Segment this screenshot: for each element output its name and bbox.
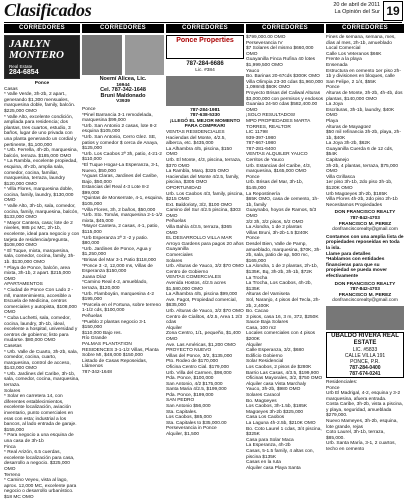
column-3 — [166, 24, 244, 476]
jarlyn-logo-sub: Real Estate — [9, 64, 33, 69]
column-1 — [4, 24, 80, 500]
column-header: CORREDORES — [326, 24, 404, 33]
masthead-rule — [4, 22, 402, 23]
agent-card — [82, 77, 164, 105]
listings-text: VENTAS RESIDENCIALES Haciendas del Monte, 4/2.5, alberca, etc. $435,000 La Alhambra 4/5, piscina, $150 OMO Urb. El Monte, 4/3, piscina, terraza, $370 OMO La Rambla, Marq. $325 OMO Haciendas del Monte 4/2.5, family, piscina, $305 OMO OPORTUNIDAD Urb. Los Caobos 4/3, family, piscina, $215 OMO Ext. Baldorioty, 3/2, $100 OMO Camino del Sur 4/2.5 piscina, $303 OMO Peñuelas Villa Bahía 4/3.5, terraza, $365 OMO EL DESARROLLO VILLA MAR Arroyo Gardens para pagos 20 años Guayanilla Comerciales Solares Urb. Alturas de Yauco, 3/2 $70 OMO Centro de Gobierno VENTAS COMERCIALES Avenida Hostos, 4/2.5 acres $1,580,000 OMO La Alhambra 4/5, piscina $99,000 Ave. Fagot, Propiedad comercial, $635,000 Urb. Alturas de Yauco, 3/2 $70 OMO Centro de Cialitos, 4/2.5, Area 1 2/3 cdas Alquiler Zona Centro, 1/1, pequeño, $1,400 OMO Ave. Las Américas, $1,200 OMO PROYECTO NUEVO Villas del Ponce, 3/2, $135,000 Pto. Rodeo de $170,000 Oficina Centro Cial. $179,000 Urb. Villa del Carmen, $98,000 Pda. Ponce, $100,000 San Antonio, 4/2 $175,000 Santa Maria 4/2.5, $199,000 Pda. Ponce, $199,000 SAN PEDRO San Antonio $56,000 Sta. Capitales. Los Caobos, $85,000 Sta. Capitales to $35,000.00 Perseverancia in Ponce Alquiler, $1,500 — [166, 129, 244, 438]
agent-photos — [82, 35, 164, 75]
ponce-properties-contact: 787-284-1981 787-638-5330 ¡LLEGÓ EL MEJOR MOMENTO PARA COMPRAR! — [169, 107, 241, 130]
column-header: CORREDORES — [82, 24, 164, 33]
column-2 — [82, 24, 164, 476]
jarlyn-logo-name: JARLYN MONTERO — [9, 38, 65, 61]
agent-license: 16944 — [116, 82, 130, 88]
section-title: Clasificados — [4, 0, 92, 20]
ubaldo-rivera-ad — [326, 332, 404, 378]
agent-photo — [125, 35, 165, 75]
agent-license-2: V3939 — [116, 99, 130, 105]
don-francisco-license: FRANCISCO M. PEREZ — [338, 221, 392, 227]
column-header: CORREDORES — [4, 24, 80, 33]
agent-brand: Bruni Maldonado — [100, 92, 146, 99]
agent-photo — [166, 76, 244, 106]
ponce-properties-license: Lic. #384 — [195, 68, 215, 73]
listings-text: $799,000.00 OMO Perseverancia IV $7 Solares del mismo $660,000 OMO Guayanilla Finca Rufina 40 lotes $1,999,500 OMO Yauco Bo. Barinas 20-67cds $300K OMO Villa Olimpia 23-30 cdas $1,960,000 1,098m$ $60K OMO Proyecto Brisas del Caliwal Alturas $3,000,000 con permisos y endosos Guaniao 24-50 cdas $582,400.00 OMO ¡SOLO RESULTADOS! MPD PROPIEDADES MARTA TORRES, REALTOR LIC 11798 939-397-1980 787-667-1980 787-281-6400 VENTAS ALQUILER YAUCO Cerritos de Yauco Urb. Estancias del Caribe, 4/3, marquesina, $165,000 OMO Ponce Urb. Brisas del Mar, 3h-1b, $145,000 La Repostinería $65K OMO, casa de cemento, 1h-1b, family Guaynabo, hoyos de Ramos, 5/3 OMO 3/2 3h, 3/2 pisos, 5/2 OMO La Alondra, 1 de 2 plantas Villas Bruni, 3h-2b-1.5 $240K Ponce Desdel Bien, Valle de Pamp, amueblado, marquesina, $70K, 3h-2b, sala, patio de ap, 500 mc, $165,000 La Alondra, 1 de 2 plantas, 2h-1b, $135K, Bq, 3h-2b, 3h-1b, $72K La Trocha La Trocha, Los Caobos, 4h-2b, $135K Alturas del Vamiseta Sol, Naranjo, 4 pisos del Tecla, 2h-2b, 2,400K Bo. Cacao 3 pisos, casa 16, 3 m, 372, $250K Sauce Baja Solares Casa, 100 m2 Locales comerciales con 4 pisos $200K Alquiler Calle Esperanza, 3/2, $680 Edificio Gobierno Solar Residencial Los Caobos, 2 pisos de $280K Barrio Las Casas, 4/3.5, $199,900 Oficinas Mayorales, 3/2, $750 OMO Alquiler casa Vista Marchaly Yauco, 3h-2b, $980 OMO Solares Caracol Bo. Magüeyes Los Caobos, 3h-1.5b, $185K Magüeyes 3h-2b $325,000 Casa Los Caobos La Laguna 4h-2.5b, $210K OMO Bo. Coto Laurel 1 cdas, 3/4 piscina, $325K Casa para Solar Maca La Esperanza, 4h-2b Casas, 5-1.5 family, 4 altas con, piscina $135K Casas en la ruta Alquiler casa Playa Santa — [246, 35, 324, 471]
listings-text: Ponce *Pinel Barrancia 3-1 remodelada, marquesina $99,000 *Urb. San Antonio 2 casas, lote 8-2 esquina $105,000 *Urb. San Antonio, Cerro Glez. SE, patios y comedor $ cerca de Anaya, $125,000 *Urb. Los Caobos 2ª 3h, patio, 4-21-2 $110,000 *El Tuque Hogar-La Esperanza, 3-1, Nuevo, $50,000 *Aguas Claras, Jardines del Caribe, Bajo, $50,000 Estancias del Real 4-3 Lote 8-2 $99,000 *Quintas de Monserrate, 4-1, esquina, $105,000 *Villa Flores, 3h, 2 baños, $50,000 *Urb. Sto. Tomás, marquesina 2-1-1/2 mixta, $45,000 *Mayor Cantera, 2 casas, 4-1, patio, $115,000 *Urb Esperanza 2ª 3 -2 y patio. $80,000 *Urb. Jardines de Ponce, Agua y $1,250,000 *Brisas del Mar 3-1 Patio $118,000 *Ponce 3 -2, 12,000 ms, Villas de Esperanza $150,000 Juana Díaz *Camino Real 4-2, amueblado, terraza, $120,000 *Urb. Flamboyán, marquesina 4-2 $195,000 *Parcela en el Fortuna, sobre terreno 1-1/2 cds, $100,000 Peñuelas *Pueblo 2 plantas negocio 3-1 $150,000 $110,000 Bajo res. Río Grande PALMAS PLANTATION RESIDENCES 3-1-1/2 Villas, Planta Sobre MI, $48,000 $150,000 Listado de Casas Reposeidas, Llámenos 787-342-1648 — [82, 106, 164, 375]
column-header: CORREDORES — [166, 24, 244, 33]
ponce-properties-phone: 787-284-6686 — [186, 61, 224, 67]
don-francisco-note: Contamos con una amplia lista de propiedades reposeídas en toda la isla. Llame para detalles *Hablamos con entidades financieras para que su propiedad se pueda mover efectivamente — [326, 234, 404, 279]
agent-phone: Cel. 787-342-1648 — [100, 87, 146, 94]
column-5 — [326, 24, 404, 476]
ubaldo-listings: Residenciales: Ponce Urb El Madrigal, 4-2, esquina y 3-2 marquesina, afuera entrada. Costa Caribe, 3h-2b, vista a piscina, y playa, seguridad, amueblada $279,000. Nuevo Mameyes, 3h-2b, esquina, lote grande, rejas Coto Laurel, 3h-1b, terraza, $85,000. Urb. Santa María, 3-1, 2 cuartos, techo en cemento — [326, 379, 404, 453]
don-francisco-license-2: FRANCISCO M. PEREZ — [338, 292, 392, 298]
ponce-properties-logo: Ponce Properties — [176, 37, 234, 44]
issue-date: 20 de abril de 2011 — [333, 2, 380, 8]
jarlyn-montero-ad — [4, 35, 80, 79]
ubaldo-license: LIC. #5833 — [352, 346, 378, 353]
don-francisco-name: DON FRANCISCO REALTY — [334, 210, 396, 216]
ubaldo-name: UBALDO RIVERA REAL ESTATE — [331, 332, 399, 346]
page-number: 19 — [383, 1, 403, 21]
don-francisco-name-2: DON FRANCISCO REALTY — [334, 281, 396, 287]
agent-photo — [82, 35, 122, 75]
column-header: CORREDORES — [246, 24, 324, 33]
agent-photo — [326, 306, 404, 330]
don-francisco-phone: 787-842-4703 — [350, 216, 380, 221]
column-4 — [246, 24, 324, 476]
issue-info — [333, 2, 380, 15]
ponce-properties-ad — [166, 35, 244, 59]
ubaldo-phones: 787-284-0400 787-674-0241 — [349, 364, 381, 377]
don-francisco-email-2: donfranciscorealty@gmail.com — [332, 298, 398, 304]
ubaldo-address: CALLE VILLA 191 PONCE, P.R. — [344, 352, 386, 365]
don-francisco-phone-2: 787-842-4703 — [350, 287, 380, 293]
listings-text: Fines de semana, semana, mes, días al mes, 2h-1b, amueblado Local Comercial Calle Los Veteranos $66K Frente a la playa Ensenada Estructura en cemento 1er piso 2h-1b y divisiones en bloques, calle San Felipe, 2 1/4, $55K Ponce Alturas de Monte, 3h-2b, 4h-4b, dos plantas, $140,000 OMO La Joya Escrituras, 3h-1b, laundry, $40K OMO Playa Alturas de Mayagüez $50 mil refinancia 3h-2b, playa, 2h-1b, $40K La Joya 3h-2b, $62K Guayanilla Cuerda 6 de 12 cds, $54K Capitanejo 3h-2b, 4 plantas, terraza, $75,000 OMO Villa Grillasca 1er piso 3h-1b, 2do piso 3h-1b, $120K OMO Urb Magüeyes 3h-2b, $185K Villa Flores 4h-2b, 2do piso 2h-1b Necesitamos Propiedades — [326, 35, 403, 208]
listings-text: Casas * Valle Verde, 3h-2b, 2 apart., generando $1,300 mensuales, marquesina doble, family, balcón. $225,000 OMO * Valle Alto, excelente condición, ampliada para residencia; dos plantas, tres cuartos, estudio, 3 baños, lugar de uno privada con una planta generando un cordial y pertinente, $1,100,000 * Urb. Ferrella, 4h-2b, marquesina, balcón, terraza. $185,000 OMO * La Rambla, excelente propiedad, esquina, 4h-2b, amplia sala, comedor, cocina, familiar, marquesina, terraza, laundry $120,000 OMO * Villa Flores, marquesina doble, cocina, family, laundry, $130,000 OMO * Valle Alto, 3h-1b, sala, comedor, cocina, family, marquesina, balcón, $133,000 OMO * Mayor Cantera, casa; lote de 2 niveles, 985 pc MC, 2h-1b, excelente, ideal para negocio y con tarjeta de residencia/pregunta, $108,000 OMO * El Tuque, mixta, marquesina, sala, comedor, cocina, family, 3h-1b. $130,000 OMO * Playa de Ponce, balcón, area mixta, 3h-1b, 2 apart. $215,000 OMO APARTAMENTOS * Ciudad de Ponce Con Lado 2 - mll, mantenimiento, accesible a Escuela de Medicina, centros comerciales y autopista, $108,000 OMO * Cuba Luchetti, sala, comedor, cocina, laundry, 3h-1b, ideal, excelente a hospital, universidad y centros de gobierno; listo para mudarse. $80,000 OMO Casetas * Urb. Valle de Cuarto, 3h-2b, sala, comedor, cocina, cuarto, marquesina, control de acceso, $143,000 OMO * Urb. Jardines del Caribe, 3h-1b, sala, comedor, cocina, marquesina, terraza. Solares * Solar en carretera 14, con diferentes establecimientos, excelente localización, aviación inventario, punto comerciales en eras con esta; industrial a los bancos, al lado entrada de garaje. $155,000 * Para negocio a una esquina de una casa de 3h-1b Finca * Real Arizón, 6.5 cuerdas, excelente localización para casa, desarrollo a negocio. $325,000 OMO Terreno * Camino Veyeu, vista al lago, aprox. 12,000 MC, excelente para negocio o desarrollo urbanístico. $18 MC OMO — [4, 86, 80, 500]
don-francisco-email: donfranciscorealty@gmail.com — [332, 227, 398, 233]
jarlyn-phone: 284-6854 — [9, 69, 39, 76]
agent-name: Noemí Alicea, Lic. — [99, 76, 147, 82]
city-heading: Ponce — [34, 81, 50, 86]
publication-name: La Opinión del Sur — [334, 8, 380, 15]
masthead — [0, 0, 406, 22]
